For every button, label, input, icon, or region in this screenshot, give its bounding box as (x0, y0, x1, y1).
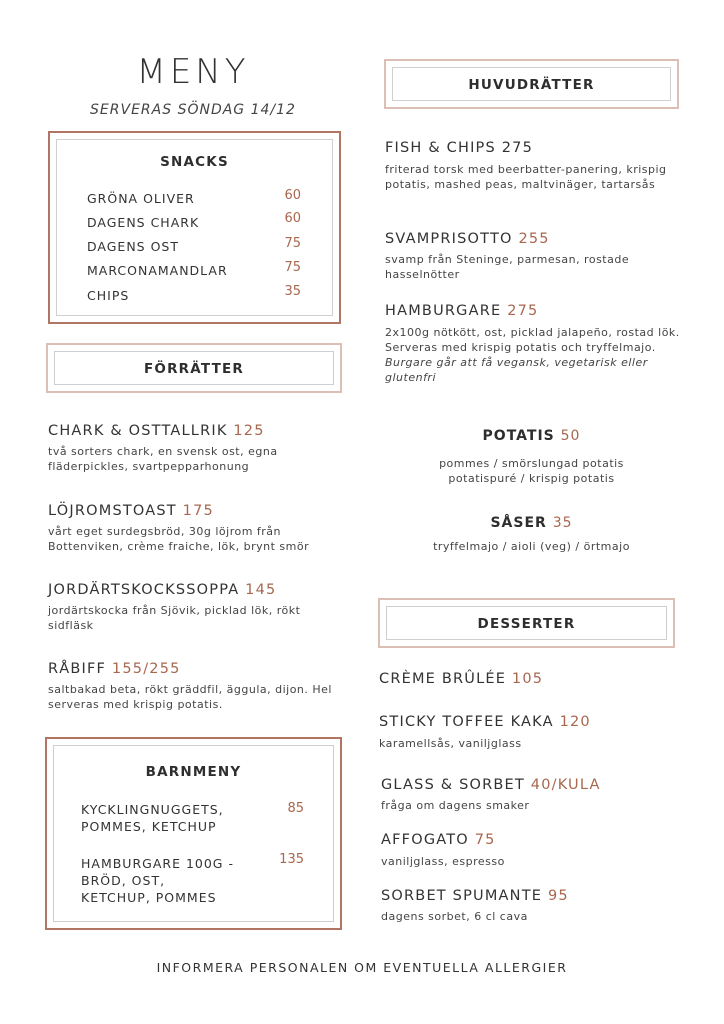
desserter-header-box (378, 598, 675, 648)
desserter-title: DESSERTER (477, 616, 576, 632)
dish-price: 95 (547, 888, 569, 904)
forratt-item (48, 423, 348, 474)
potatis-line: potatispuré / krispig potatis (448, 472, 615, 485)
snack-name: MARCONAMANDLAR (87, 263, 228, 278)
forratt-item (48, 661, 348, 712)
dish-description: fråga om dagens smaker (381, 799, 530, 812)
dish-description: jordärtskocka från Sjövik, picklad lök, rökt sidfläsk (48, 604, 301, 632)
kids-item-price: 135 (279, 852, 304, 867)
dish-price: 40/KULA (530, 777, 601, 793)
dessert-item (379, 714, 689, 751)
dish-name: LÖJROMSTOAST 175 (48, 503, 214, 519)
snacks-title: SNACKS (160, 154, 229, 170)
dessert-item (379, 671, 689, 687)
dish-note: Burgare går att få vegansk, vegetarisk eller glutenfri (385, 356, 648, 384)
dish-price: 120 (559, 714, 591, 730)
potatis-section (384, 428, 679, 486)
main-dish-item (385, 231, 685, 282)
snack-price: 35 (284, 284, 301, 299)
menu-subtitle: SERVERAS SÖNDAG 14/12 (90, 102, 296, 118)
dish-description: dagens sorbet, 6 cl cava (381, 910, 528, 923)
dish-name: STICKY TOFFEE KAKA 120 (379, 714, 591, 730)
dish-price: 275 (507, 303, 539, 319)
dish-name: HAMBURGARE 275 (385, 303, 539, 319)
snack-name: CHIPS (87, 288, 130, 303)
dish-description: friterad torsk med beerbatter-panering, krispig potatis, mashed peas, maltvinäger, tartarsås (385, 163, 667, 191)
dish-price: 125 (233, 423, 265, 439)
snack-price: 60 (284, 211, 301, 226)
dessert-item (381, 888, 691, 924)
snack-name: DAGENS OST (87, 239, 179, 254)
dish-name: JORDÄRTSKOCKSSOPPA 145 (48, 582, 277, 598)
dish-description: svamp från Steninge, parmesan, rostade hasselnötter (385, 253, 630, 281)
dish-name: SORBET SPUMANTE 95 (381, 888, 569, 904)
dish-price: 145 (245, 582, 277, 598)
forratt-item (48, 503, 348, 554)
saser-price: 35 (552, 515, 573, 531)
allergy-notice: INFORMERA PERSONALEN OM EVENTUELLA ALLERGIER (156, 960, 568, 975)
potatis-line: pommes / smörslungad potatis (439, 457, 624, 470)
forratter-header-box (46, 343, 342, 393)
dish-price: 155/255 (111, 661, 181, 677)
dish-price: 275 (501, 140, 533, 156)
dish-name: GLASS & SORBET 40/KULA (381, 777, 601, 793)
kids-item-price: 85 (287, 801, 304, 816)
snack-name: GRÖNA OLIVER (87, 191, 195, 206)
saser-section (384, 515, 679, 554)
barnmeny-box (45, 737, 342, 930)
dish-name: SVAMPRISOTTO 255 (385, 231, 550, 247)
barnmeny-title: BARNMENY (145, 764, 242, 780)
dessert-item (381, 777, 691, 813)
menu-title: MENY (136, 52, 250, 92)
main-dish-item (385, 303, 685, 385)
snack-price: 60 (284, 188, 301, 203)
snack-price: 75 (284, 260, 301, 275)
dish-name: AFFOGATO 75 (381, 832, 496, 848)
dish-price: 255 (518, 231, 550, 247)
snacks-box (48, 131, 341, 324)
dish-name: CRÈME BRÛLÉE 105 (379, 671, 544, 687)
snack-price: 75 (284, 236, 301, 251)
dish-name: FISH & CHIPS 275 (385, 140, 533, 156)
dish-description: karamellsås, vaniljglass (379, 737, 522, 750)
snack-name: DAGENS CHARK (87, 215, 200, 230)
dish-price: 75 (474, 832, 496, 848)
forratt-item (48, 582, 348, 633)
huvudratter-title: HUVUDRÄTTER (468, 77, 595, 93)
forratter-title: FÖRRÄTTER (143, 361, 245, 377)
potatis-heading: POTATIS 50 (482, 428, 581, 444)
dessert-item (381, 832, 691, 869)
dish-description: saltbakad beta, rökt gräddfil, äggula, dijon. Hel serveras med krispig potatis. (48, 683, 332, 711)
kids-item-name: HAMBURGARE 100G - BRÖD, OST, KETCHUP, POMMES (81, 856, 234, 905)
kids-item-name: KYCKLINGNUGGETS, POMMES, KETCHUP (81, 802, 224, 834)
dish-price: 175 (182, 503, 214, 519)
main-dish-item (385, 140, 685, 192)
dish-description: 2x100g nötkött, ost, picklad jalapeño, rostad lök. Serveras med krispig potatis och tryffelmajo. Burgare går att få vegansk, vegetarisk eller glutenfri (385, 326, 680, 384)
dish-description: vaniljglass, espresso (381, 855, 505, 868)
dish-description: vårt eget surdegsbröd, 30g löjrom från Bottenviken, crème fraiche, lök, brynt smör (48, 525, 310, 553)
potatis-price: 50 (560, 428, 581, 444)
saser-line: tryffelmajo / aioli (veg) / örtmajo (433, 540, 630, 553)
dish-description: två sorters chark, en svensk ost, egna fläderpickles, svartpepparhonung (48, 445, 278, 473)
saser-heading: SÅSER 35 (490, 515, 573, 531)
dish-name: RÅBIFF 155/255 (48, 661, 181, 677)
huvudratter-header-box (384, 59, 679, 109)
dish-name: CHARK & OSTTALLRIK 125 (48, 423, 265, 439)
dish-price: 105 (511, 671, 544, 687)
